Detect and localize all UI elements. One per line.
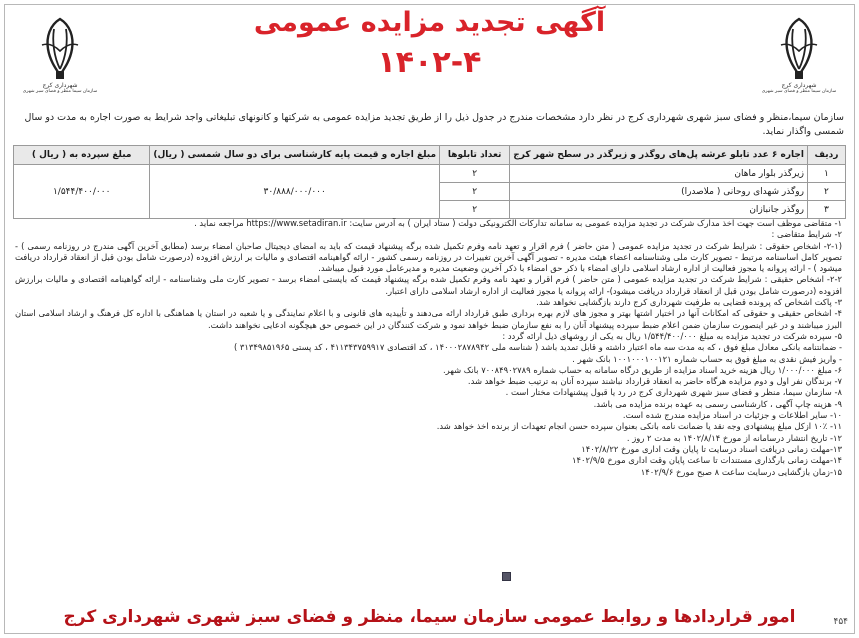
logo-caption: شهرداری کرج (781, 82, 817, 89)
condition-item: ۱۴-مهلت زمانی بارگذاری مستندات تا ساعت پایان وقت اداری مورخ ۱۴۰۲/۹/۵ (572, 455, 842, 466)
condition-item: (۲-۱- اشخاص حقوقی : شرایط شرکت در تجدید مزایده عمومی ( متن حاضر ) فرم اقرار و تعهد نامه وفرم تکمیل شده برگه پیشنهاد قیمت که باید به امضای دیجیتال صاحبان امضاء برسد (مطابق آخرین آگهی مندرج در روزنامه رسمی ) - تصویر کامل اساسنامه مرتبط - تصویر کارت ملی وشناسنامه اعضاء هیئت مدیره - تصویر آگهی آخرین تغییرات در روزنامه رسمی کشور - ارائه گواهینامه اقتصادی و مالیات بر ارزش افزوده (درصورت شامل بودن قبل از انعقاد قرارداد دریافت میشود ) - ارائه پروانه یا مجوز فعالیت از اداره ارشاد اسلامی دارای امضاء با ذکر حق امضاء با ذکر آخرین وضعیت مدیره و مدیرعامل مورد قبول میباشد. (15, 240, 842, 274)
condition-item: - ضمانتنامه بانکی معادل مبلغ فوق ، که به مدت سه ماه اعتبار داشته و قابل تمدید باشد ( شناسه ملی ۱۴۰۰۰۲۸۷۸۹۴۲ ، کد اقتصادی ۴۱۱۳۴۳۷۵۹۹۱۷ ، کد پستی ۳۱۳۴۹۸۵۱۹۶۵ ) (233, 342, 842, 353)
row-count: ۲ (440, 183, 510, 201)
condition-item: ۷- برندگان نفر اول و دوم مزایده هرگاه حاضر به انعقاد قرارداد نباشند سپرده آنان به ترتیب ضبط خواهد شد. (467, 376, 842, 387)
auction-table (13, 145, 846, 219)
footer-banner: امور قراردادها و روابط عمومی سازمان سیما، منظر و فضای سبز شهری شهرداری کرج (63, 607, 796, 627)
col-index-header: ردیف (807, 146, 845, 165)
row-count: ۲ (440, 165, 510, 183)
condition-item: ۴- اشخاص حقیقی و حقوقی که امکانات آنها در اختیار اشتها بهتر و مجوز های لازم بهره برداری طبق قرارداد ارائه می‌دهند و تأییدیه های قانونی و با اعلام نمایندگی و یا شعبه در استان یا هماهنگی با اداره کل فرهنگ و ارشاد اسلامی استان البرز میباشند و در غیر اینصورت سازمان ضمن اعلام ضبط سپرده پیشنهاد آنان را به نفع سازمان ضبط خواهد نمود و شرکت کنندگان در این خصوص حق هیچگونه ادعایی نخواهند داشت. (15, 308, 842, 330)
row-index: ۲ (807, 183, 845, 201)
condition-item: ۱- متقاضی موظف است جهت اخذ مدارک شرکت در تجدید مزایده عمومی به سامانه تدارکات الکترونیکی دولت ( ستاد ایران ) به آدرس سایت: https://www.setadiran.ir مراجعه نماید . (194, 218, 842, 228)
qr-marker-icon (502, 572, 511, 581)
condition-item: ۸- سازمان سیما، منظر و فضای سبز شهری شهرداری کرج در رد یا قبول پیشنهادات مختار است . (505, 387, 842, 398)
col-name-header: اجاره ۶ عدد تابلو عرشه پل‌های روگذر و زیرگذر در سطح شهر کرج (510, 146, 808, 165)
condition-item: ۱۲- تاریخ انتشار درسامانه از مورخ ۱۴۰۲/۸/۱۴ به مدت ۲ روز . (626, 432, 842, 443)
condition-item: ۳- پاکت اشخاص که پرونده قضایی به طرفیت شهرداری کرج دارند بازگشایی نخواهد شد. (536, 297, 842, 308)
col-count-header: تعداد تابلوها (440, 146, 510, 165)
table-header-row (14, 146, 846, 165)
condition-item: ۱۰- سایر اطلاعات و جزئیات در اسناد مزایده مندرج شده است. (622, 410, 842, 421)
condition-item: ۶- مبلغ ۱/۰۰۰/۰۰۰ ریال هزینه خرید اسناد مزایده از طریق درگاه سامانه به حساب شماره ۷۰۰۸۴۹۰۲۷۸۹ بانک شهر. (442, 364, 842, 375)
condition-item: - واریز فیش نقدی به مبلغ فوق به حساب شماره ۱۰۰۱۰۰۰۱۰۰۱۲۱ بانک شهر . (572, 353, 842, 364)
logo-org: سازمان سیما منظر و فضای سبز شهری (761, 89, 837, 94)
condition-item: ۱۱- ۱۰٪ ازکل مبلغ پیشنهادی وجه نقد یا ضمانت نامه بانکی بعنوان سپرده حسن انجام تعهدات از برنده اخذ خواهد شد. (436, 421, 842, 432)
row-index: ۱ (807, 165, 845, 183)
col-deposit-header: مبلغ سپرده به ( ریال ) (14, 146, 150, 165)
intro-paragraph: سازمان سیما،منظر و فضای سبز شهری شهرداری کرج در نظر دارد مشخصات مندرج در جدول ذیل را از طریق تجدید مزایده عمومی به شرکتها و کانونهای تبلیغاتی واجد شرایط به صورت اجاره به مدت دو سال شمسی واگذار نماید. (24, 112, 844, 137)
condition-item: ۹- هزینه چاپ آگهی ، کارشناسی رسمی به عهده برنده مزایده می باشد. (593, 398, 842, 409)
condition-item: ۲- شرایط متقاضی : (771, 229, 842, 240)
row-name: روگذر جانبازان (510, 201, 808, 219)
condition-item: ۵- سپرده شرکت در تجدید مزایده به مبلغ ۱/۵۴۴/۴۰۰/۰۰۰ ریال به یکی از روشهای ذیل ارائه گردد : (502, 330, 842, 341)
notice-sheet (4, 4, 855, 634)
condition-item: ۲-۲- اشخاص حقیقی : شرایط شرکت در تجدید مزایده عمومی ( متن حاضر ) فرم اقرار و تعهد نامه وفرم تکمیل شده برگه پیشنهاد قیمت که بایستی امضاء برسد - تصویر کارت ملی وشناسنامه - ارائه گواهینامه اقتصادی و مالیات برارزش افزوده (درصورت شامل بودن قبل از انعقاد قرارداد دریافت میشود)- ارائه پروانه یا مجوز فعالیت از اداره ارشاد اسلامی دارای اعتبار. (15, 274, 842, 296)
page-number: ۴۵۴ (833, 617, 848, 627)
condition-item: ۱۵-زمان بازگشایی درسایت ساعت ۸ صبح مورخ ۱۴۰۲/۹/۶ (640, 466, 842, 477)
table-row (14, 165, 846, 183)
logo-org: سازمان سیما منظر و فضای سبز شهری (22, 89, 98, 94)
price-cell: ۳۰/۸۸۸/۰۰۰/۰۰۰ (150, 165, 440, 219)
notice-number: ۱۴۰۲-۴ (377, 45, 482, 80)
logo-caption: شهرداری کرج (42, 82, 78, 89)
col-price-header: مبلغ اجاره و قیمت پایه کارشناسی برای دو سال شمسی ( ریال) (150, 146, 440, 165)
row-index: ۳ (807, 201, 845, 219)
row-name: روگذر شهدای روحانی ( ملاصدرا) (510, 183, 808, 201)
deposit-cell: ۱/۵۴۴/۴۰۰/۰۰۰ (14, 165, 150, 219)
notice-title: آگهی تجدید مزایده عمومی (253, 7, 606, 38)
row-name: زیرگذر بلوار ماهان (510, 165, 808, 183)
conditions-body (15, 218, 842, 478)
condition-item: ۱۳-مهلت زمانی دریافت اسناد درسایت تا پایان وقت اداری مورخ ۱۴۰۲/۸/۲۲ (581, 443, 842, 454)
row-count: ۲ (440, 201, 510, 219)
